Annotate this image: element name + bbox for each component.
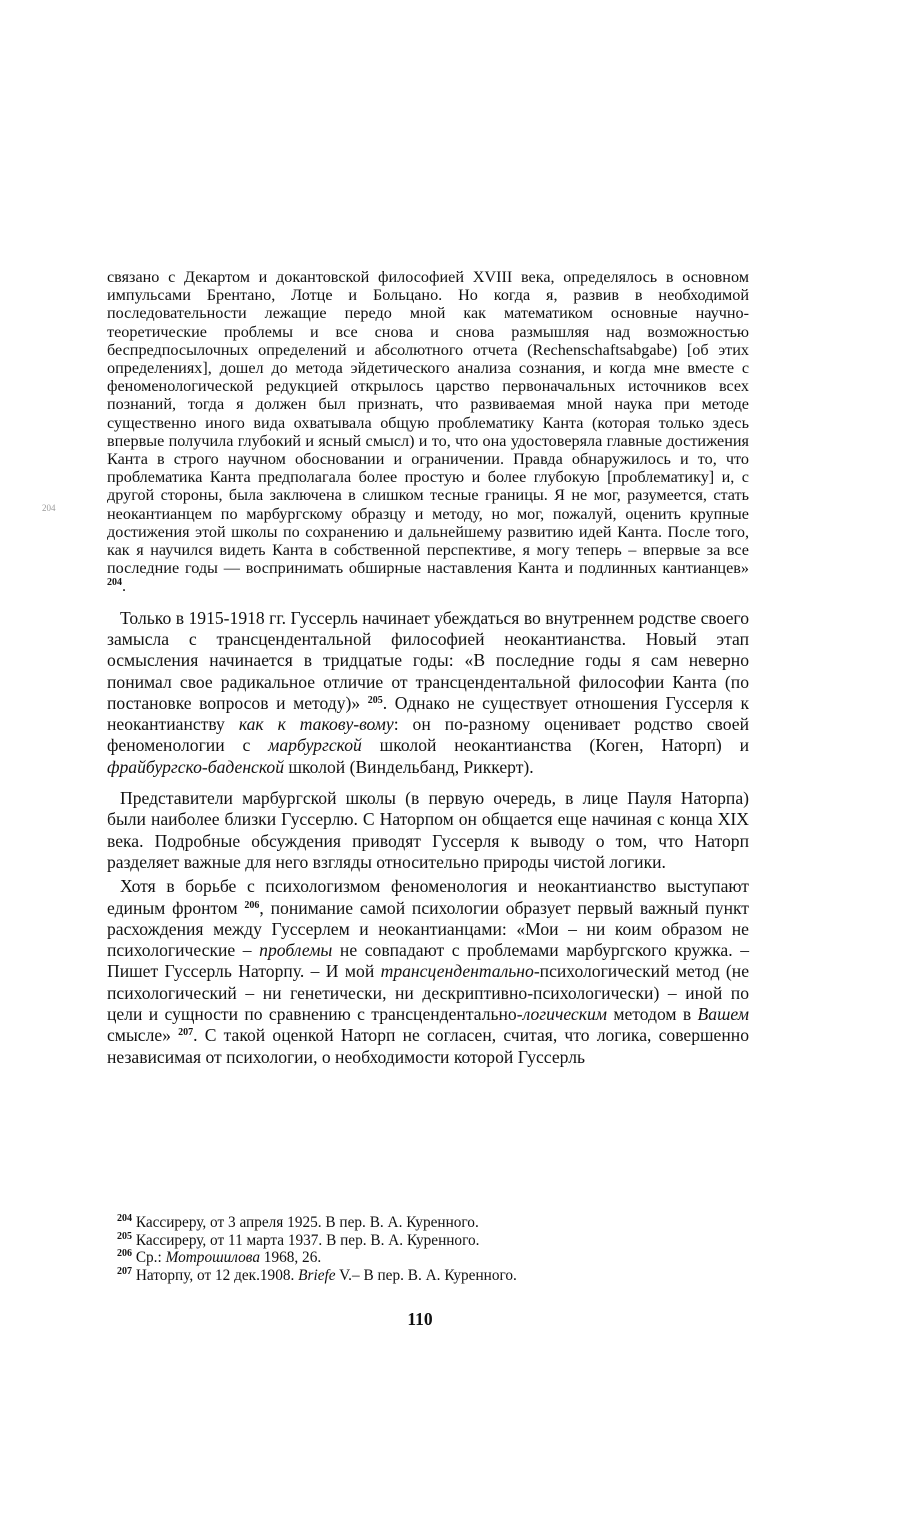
footnote-text: Наторпу, от 12 дек.1908. — [132, 1266, 299, 1284]
footnote-number: 207 — [117, 1265, 132, 1277]
paragraph-3-text-e: методом в — [606, 1004, 698, 1024]
footnote-ref-205[interactable]: 205 — [367, 694, 383, 706]
paragraph-1-italic-b: марбургской — [268, 735, 362, 756]
paragraph-3-italic-a: проблемы — [259, 940, 333, 961]
quote-text: связано с Декартом и докантовской философией XVIII века, определялось в основном импульсами Брентано, Лотце и Больцано. Но когда я, развив в необходимой последовательности лежащие передо мной как математиком основные научно-теоретические проблемы и все снова и снова размышляя над возможностью беспредпосылочных определений и абсолютного отчета (Rechenschaftsabgabe) [об этих определениях], дошел до метода эйдетического анализа сознания, и когда мне вместе с феноменологической редукцией открылось царство первоначальных источников всех познаний, тогда я должен был признать, что развиваемая мной наука при методе существенно иного вида охватывала общую проблематику Канта (которая только здесь впервые получила глубокий и ясный смысл) и то, что она удостоверяла главные достижения Канта в строго научном обосновании и ограничении. Правда обнаружилось и то, что проблематика Канта предполагала более простую и более глубокую [проблематику] и, с другой стороны, была заключена в слишком тесные границы. Я не мог, разумеется, стать неокантианцем по марбургскому образцу и методу, но мог, пожалуй, оценить крупные достижения этой школы по сохранению и дальнейшему развитию идей Канта. После того, как я научился видеть Канта в собственной перспективе, я могу теперь – впервые за все последние годы — воспринимать обширные наставления Канта и подлинных кантианцев» — [107, 268, 749, 578]
paragraph-1-text-a: Только в 1915-1918 гг. Гуссерль начинает убеждаться во внутреннем родстве своего замысла с трансцендентальной философией неокантианства. Новый этап осмысления начинается в тридцатые годы: «В последние годы я сам неверно понимал свое радикальное отличие от трансцендентальной философии Канта (по постановке вопросов и методу)» — [107, 607, 749, 713]
paragraph-3-italic-b: трансцендентально — [380, 961, 534, 982]
paragraph-1-text-c: : он по-разному оценивает родство своей феноменологии с — [107, 714, 749, 756]
paragraph-3-text-a: Хотя в борьбе с психологизмом феноменология и неокантианство выступают единым фронтом — [107, 876, 749, 918]
footnote-number: 205 — [117, 1230, 132, 1242]
page-number: 110 — [407, 1309, 433, 1329]
paragraph-1-italic-a: как к такову — [238, 714, 354, 735]
paragraph-1-italic-c: фрайбургско-баденской — [107, 756, 285, 777]
footnote-ref-206[interactable]: 206 — [244, 899, 260, 911]
paragraph-1-text-b: . Однако не существует отношения Гуссерля к неокантианству — [107, 692, 749, 735]
footnote-text: Кассиреру, от 3 апреля 1925. В пер. В. А. Куренного. — [132, 1214, 479, 1231]
footnote-number: 204 — [117, 1213, 132, 1224]
paragraph-3-text-b: , понимание самой психологии образует первый важный пункт расхождения между Гуссерлем и неокантианцами: «Мои – ни коим образом не психологические – — [107, 897, 749, 961]
footnote-text-end: V.– В пер. В. А. Куренного. — [335, 1266, 517, 1284]
footnote-ref-207[interactable]: 207 — [178, 1027, 194, 1039]
margin-note: 204 — [42, 503, 56, 513]
paragraph-3-text-f: смысле» — [107, 1025, 171, 1046]
footnote-205 — [117, 1232, 737, 1250]
footnote-italic: Briefe — [298, 1266, 336, 1284]
paragraph-2: Представители марбургской школы (в первую очередь, в лице Пауля Наторпа) были наиболее близки Гуссерлю. С Наторпом он общается еще начиная с конца XIX века. Подробные обсуждения приводят Гуссерля к выводу о том, что Наторп разделяет важные для него взгляды относительно природы чистой логики. — [107, 788, 749, 872]
footnote-text: Кассиреру, от 11 марта 1937. В пер. В. А. Куренного. — [132, 1231, 480, 1249]
paragraph-3-text-c: не совпадают с проблемами марбургского кружка. – Пишет Гуссерль Наторпу. – И мой — [107, 940, 750, 982]
paragraph-1-text-d: школой неокантианства (Коген, Наторп) и — [361, 735, 749, 756]
block-quote — [107, 268, 749, 596]
quote-tail: . — [122, 577, 127, 596]
paragraph-3-text-d: -психологический метод (не психологический – ни генетически, ни дескриптивно-психологически) – иной по цели и сущности по сравнению с трансцендентально- — [107, 961, 749, 1024]
footnote-207 — [117, 1267, 737, 1285]
paragraph-3-text-g: . С такой оценкой Наторп не согласен, считая, что логика, совершенно независимая от психологии, о необходимости которой Гуссерль — [107, 1025, 749, 1067]
footnote-italic: Мотрошилова — [165, 1249, 260, 1266]
footnote-text-end: 1968, 26. — [259, 1249, 322, 1266]
paragraph-1: Только в 1915-1918 гг. Гуссерль начинает убеждаться во внутреннем родстве своего замысла с трансцендентальной философией неокантианства. Новый этап осмысления начинается в тридцатые годы: «В последние годы я сам неверно понимал свое радикальное отличие от трансцендентальной философии Канта (по постановке вопросов и методу)» $^{205}$. Однако не существует отношения Гуссерля к неокантианству как к такову-вому: он по-разному оценивает родство своей феноменологии с марбургской школой неокантианства (Коген, Наторп) и фрайбургско-баденской школой (Виндельбанд, Риккерт). — [107, 607, 749, 777]
footnote-number: 206 — [117, 1248, 132, 1259]
footnotes — [117, 1214, 737, 1284]
main-text — [107, 268, 749, 1068]
footnote-204 — [117, 1214, 737, 1232]
footnote-ref-204[interactable]: 204 — [107, 577, 122, 589]
paragraph-3-italic-d: Вашем — [697, 1004, 749, 1024]
paragraph-3 — [107, 876, 749, 1068]
paragraph-1-italic-a-end: вому — [359, 714, 394, 735]
paragraph-1-text-e: школой (Виндельбанд, Риккерт). — [284, 756, 534, 777]
footnote-206 — [117, 1249, 737, 1267]
paragraph-3-italic-c: логическим — [522, 1004, 607, 1024]
footnote-text: Ср.: — [132, 1249, 166, 1266]
